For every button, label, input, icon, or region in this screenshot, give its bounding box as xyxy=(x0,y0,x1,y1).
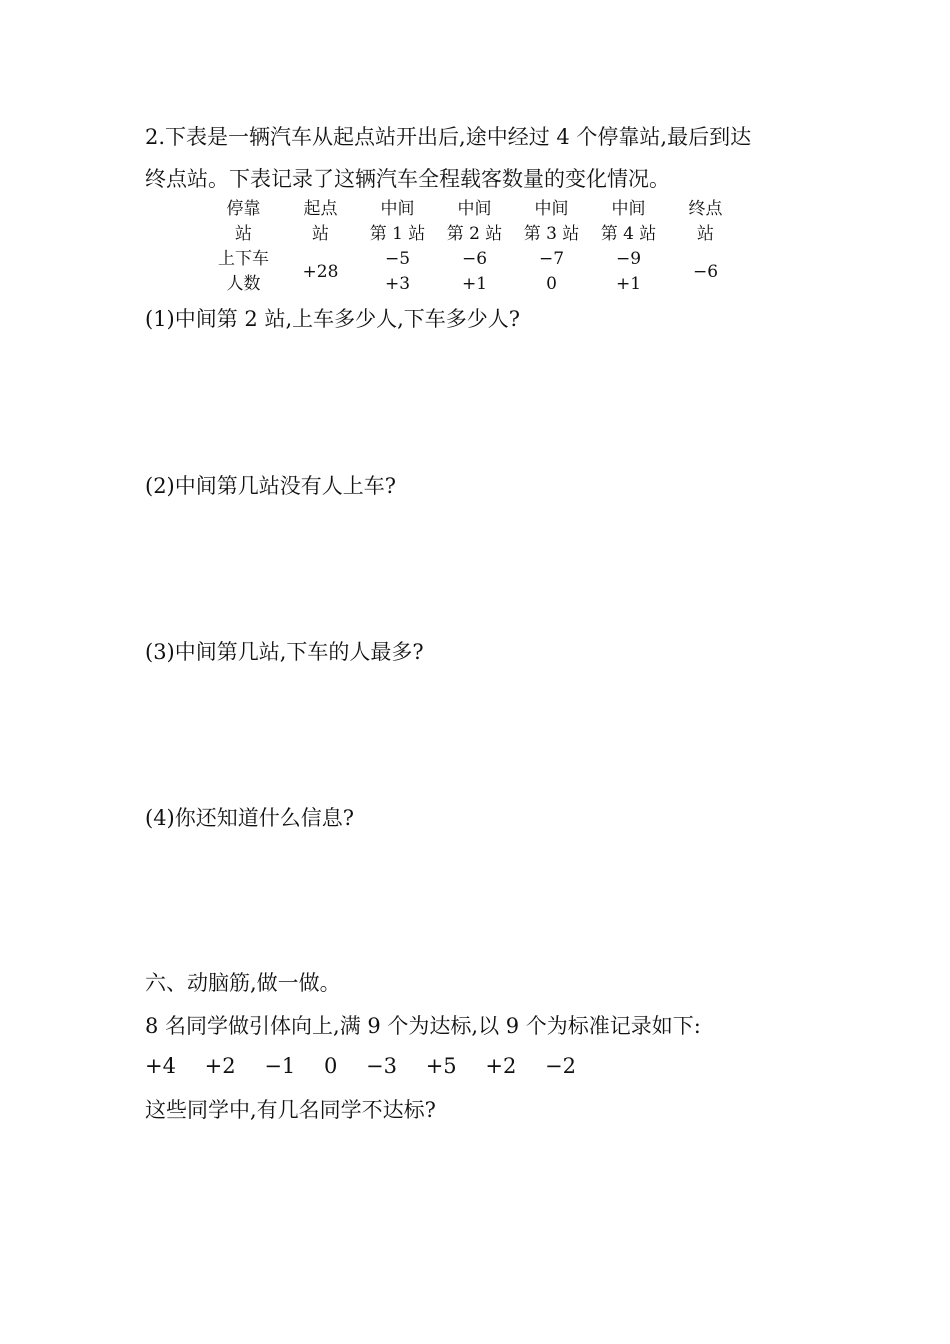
header-cell-mid-2: 中间 第 2 站 xyxy=(446,199,503,244)
header-cell-start: 起点 站 xyxy=(303,199,338,244)
table-header-row xyxy=(205,197,744,247)
section-6-records xyxy=(145,1051,598,1081)
problem-2-intro-line-1: 2.下表是一辆汽车从起点站开出后,途中经过 4 个停靠站,最后到达 xyxy=(145,125,752,149)
section-6-title: 六、动脑筋,做一做。 xyxy=(145,971,341,995)
record-value: +2 xyxy=(204,1054,236,1078)
section-6-question: 这些同学中,有几名同学不达标? xyxy=(145,1098,436,1122)
record-value: +5 xyxy=(425,1054,457,1078)
data-cell-end: −6 xyxy=(692,261,719,282)
data-cell-mid-3: −7 0 xyxy=(538,249,565,294)
question-3: (3)中间第几站,下车的人最多? xyxy=(145,640,424,664)
record-value: 0 xyxy=(323,1054,338,1078)
bus-passenger-table xyxy=(205,197,744,297)
table-data-row xyxy=(205,247,744,297)
question-1: (1)中间第 2 站,上车多少人,下车多少人? xyxy=(145,307,521,331)
record-value: +4 xyxy=(145,1054,176,1078)
header-cell-stop: 停靠 站 xyxy=(226,199,261,244)
question-2: (2)中间第几站没有人上车? xyxy=(145,474,397,498)
record-value: −3 xyxy=(366,1054,397,1078)
header-cell-mid-4: 中间 第 4 站 xyxy=(600,199,657,244)
data-cell-mid-2: −6 +1 xyxy=(461,249,488,294)
record-value: −2 xyxy=(545,1054,576,1078)
question-4: (4)你还知道什么信息? xyxy=(145,806,355,830)
data-cell-start: +28 xyxy=(302,261,339,282)
record-value: −1 xyxy=(264,1054,296,1078)
data-cell-mid-1: −5 +3 xyxy=(384,249,411,294)
data-cell-mid-4: −9 +1 xyxy=(615,249,642,294)
record-value: +2 xyxy=(485,1054,517,1078)
header-cell-end: 终点 站 xyxy=(688,199,723,244)
header-cell-mid-3: 中间 第 3 站 xyxy=(523,199,580,244)
problem-2-intro-line-2: 终点站。下表记录了这辆汽车全程载客数量的变化情况。 xyxy=(145,167,670,191)
data-cell-label: 上下车 人数 xyxy=(218,249,269,294)
section-6-description: 8 名同学做引体向上,满 9 个为达标,以 9 个为标准记录如下: xyxy=(145,1014,701,1038)
header-cell-mid-1: 中间 第 1 站 xyxy=(369,199,426,244)
